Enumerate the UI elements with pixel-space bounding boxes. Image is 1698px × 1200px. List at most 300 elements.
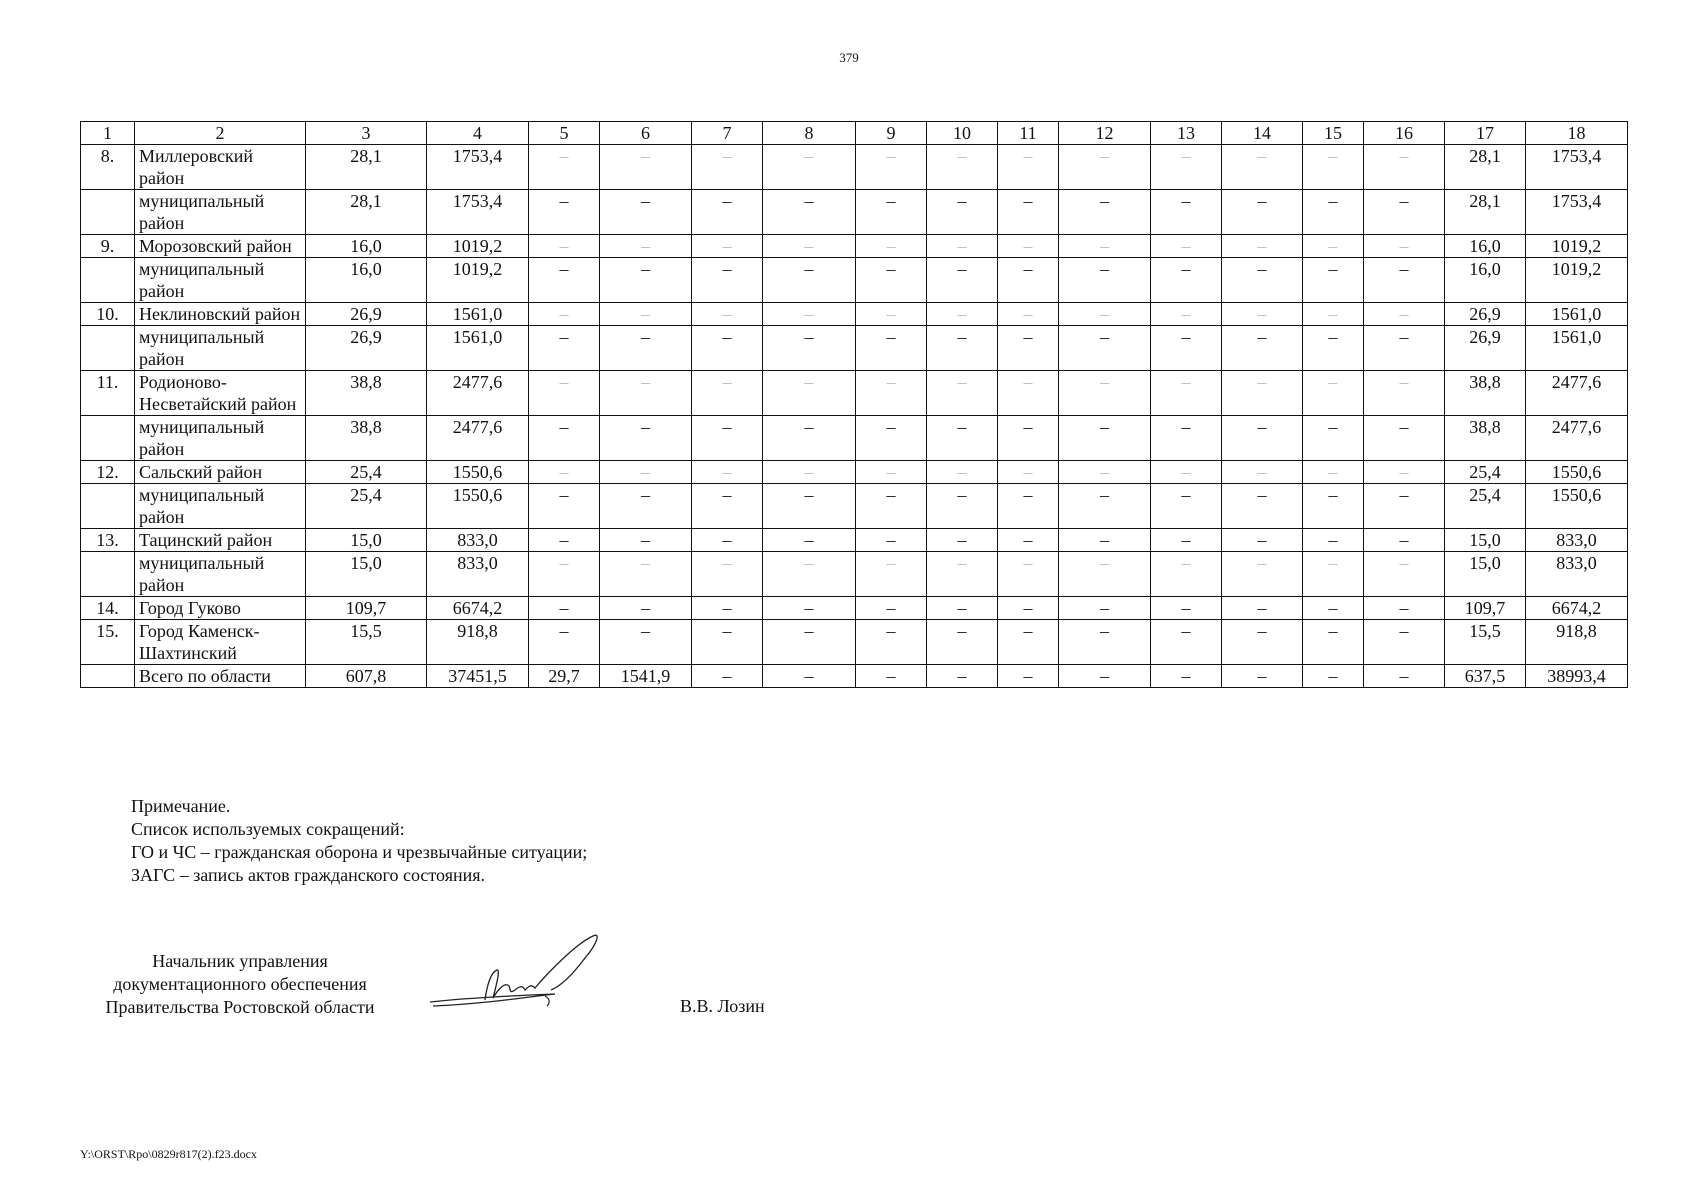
dash-cell: – [856,484,927,529]
dash-cell: – [692,326,763,371]
table-cell: 1550,6 [1526,484,1628,529]
table-cell: 15,5 [306,620,427,665]
dash-cell: – [927,620,998,665]
table-cell: 833,0 [427,552,529,597]
dash-cell: – [1222,145,1303,190]
row-number-cell: 12. [81,461,135,484]
dash-cell: – [763,190,856,235]
dash-cell: – [1222,484,1303,529]
dash-cell: – [600,552,692,597]
dash-cell: – [1303,461,1364,484]
dash-cell: – [600,461,692,484]
dash-cell: – [692,529,763,552]
table-cell: 38,8 [306,371,427,416]
dash-cell: – [1303,258,1364,303]
table-cell: 1550,6 [427,461,529,484]
signer-line: документационного обеспечения [113,974,367,994]
dash-cell: – [1222,620,1303,665]
dash-cell: – [927,552,998,597]
dash-cell: – [998,326,1059,371]
dash-cell: – [1303,665,1364,688]
table-cell: 1561,0 [1526,326,1628,371]
dash-cell: – [600,620,692,665]
dash-cell: – [1303,484,1364,529]
dash-cell: – [1222,235,1303,258]
total-row [81,665,1628,688]
row-number-cell: 9. [81,235,135,258]
dash-cell: – [692,461,763,484]
table-cell: 1019,2 [427,235,529,258]
table-cell: 833,0 [427,529,529,552]
note-line: ЗАГС – запись актов гражданского состояния. [131,865,486,885]
dash-cell: – [1151,461,1222,484]
signer-name: В.В. Лозин [680,996,765,1016]
table-cell: 15,0 [1445,529,1526,552]
row-name-cell: Миллеровский район [135,145,306,190]
row-number-cell: 13. [81,529,135,552]
row-number-cell [81,665,135,688]
table-cell: 1561,0 [427,326,529,371]
dash-cell: – [763,371,856,416]
dash-cell: – [998,303,1059,326]
dash-cell: – [1303,597,1364,620]
dash-cell: – [1059,258,1151,303]
column-header: 16 [1364,122,1445,145]
dash-cell: – [1222,371,1303,416]
dash-cell: – [1303,326,1364,371]
dash-cell: – [600,145,692,190]
row-number-cell [81,326,135,371]
signer-line: Правительства Ростовской области [105,997,375,1017]
dash-cell: – [1059,416,1151,461]
dash-cell: – [1222,258,1303,303]
dash-cell: – [856,326,927,371]
table-row [81,461,1628,484]
table-row [81,303,1628,326]
dash-cell: – [1303,529,1364,552]
column-header: 5 [529,122,600,145]
dash-cell: – [1303,371,1364,416]
row-number-cell: 10. [81,303,135,326]
table-cell: 26,9 [306,326,427,371]
dash-cell: – [692,303,763,326]
table-cell: 6674,2 [427,597,529,620]
table-cell: 28,1 [306,190,427,235]
dash-cell: – [1222,665,1303,688]
dash-cell: – [529,303,600,326]
dash-cell: – [1151,303,1222,326]
table-cell: 1019,2 [1526,258,1628,303]
dash-cell: – [600,235,692,258]
table-cell: 1753,4 [427,145,529,190]
dash-cell: – [1364,145,1445,190]
table-cell: 28,1 [1445,190,1526,235]
header-row [81,122,1628,145]
dash-cell: – [927,484,998,529]
dash-cell: – [927,145,998,190]
column-header: 13 [1151,122,1222,145]
row-number-cell: 14. [81,597,135,620]
dash-cell: – [1364,416,1445,461]
dash-cell: – [856,552,927,597]
table-cell: 1019,2 [1526,235,1628,258]
note-line: ГО и ЧС – гражданская оборона и чрезвычайные ситуации; [131,842,588,862]
dash-cell: – [927,529,998,552]
dash-cell: – [856,597,927,620]
page-number: 379 [839,50,859,65]
column-header: 10 [927,122,998,145]
dash-cell: – [1059,597,1151,620]
table-cell: 2477,6 [1526,416,1628,461]
table-row [81,190,1628,235]
dash-cell: – [1364,461,1445,484]
dash-cell: – [998,416,1059,461]
dash-cell: – [1059,665,1151,688]
column-header: 15 [1303,122,1364,145]
row-name-cell: Сальский район [135,461,306,484]
dash-cell: – [1364,326,1445,371]
table-cell: 38,8 [306,416,427,461]
table-header [81,122,1628,145]
dash-cell: – [856,620,927,665]
dash-cell: – [692,145,763,190]
dash-cell: – [600,303,692,326]
table-row [81,145,1628,190]
dash-cell: – [692,665,763,688]
dash-cell: – [529,235,600,258]
dash-cell: – [600,190,692,235]
dash-cell: – [600,529,692,552]
dash-cell: – [1364,552,1445,597]
signer-position [80,950,400,1019]
table-row [81,620,1628,665]
dash-cell: – [998,620,1059,665]
dash-cell: – [927,326,998,371]
dash-cell: – [927,303,998,326]
row-name-cell: Морозовский район [135,235,306,258]
dash-cell: – [998,190,1059,235]
row-name-cell: муниципальный район [135,258,306,303]
dash-cell: – [600,326,692,371]
dash-cell: – [1059,190,1151,235]
column-header: 18 [1526,122,1628,145]
dash-cell: – [927,258,998,303]
table-cell: 28,1 [1445,145,1526,190]
table-cell: 29,7 [529,665,600,688]
dash-cell: – [856,258,927,303]
table-cell: 2477,6 [427,371,529,416]
dash-cell: – [763,484,856,529]
dash-cell: – [1303,235,1364,258]
dash-cell: – [1151,371,1222,416]
row-name-cell: Всего по области [135,665,306,688]
table-cell: 26,9 [306,303,427,326]
table-cell: 25,4 [306,484,427,529]
dash-cell: – [1364,484,1445,529]
table-cell: 1753,4 [1526,145,1628,190]
table-cell: 1561,0 [427,303,529,326]
dash-cell: – [1059,303,1151,326]
dash-cell: – [1151,529,1222,552]
row-name-cell: Город Каменск-Шахтинский [135,620,306,665]
dash-cell: – [927,235,998,258]
column-header: 7 [692,122,763,145]
dash-cell: – [856,665,927,688]
note-line: Список используемых сокращений: [131,819,405,839]
dash-cell: – [1059,529,1151,552]
dash-cell: – [927,371,998,416]
dash-cell: – [692,258,763,303]
dash-cell: – [529,552,600,597]
table-cell: 37451,5 [427,665,529,688]
table-cell: 2477,6 [427,416,529,461]
row-number-cell: 15. [81,620,135,665]
dash-cell: – [763,416,856,461]
row-name-cell: муниципальный район [135,484,306,529]
dash-cell: – [1151,597,1222,620]
dash-cell: – [529,258,600,303]
table-row [81,484,1628,529]
table-cell: 833,0 [1526,529,1628,552]
row-number-cell [81,258,135,303]
dash-cell: – [600,597,692,620]
dash-cell: – [763,461,856,484]
dash-cell: – [856,145,927,190]
table-cell: 15,0 [1445,552,1526,597]
table-cell: 26,9 [1445,303,1526,326]
dash-cell: – [692,552,763,597]
dash-cell: – [1303,145,1364,190]
dash-cell: – [692,597,763,620]
table-cell: 607,8 [306,665,427,688]
dash-cell: – [692,484,763,529]
dash-cell: – [1364,258,1445,303]
column-header: 12 [1059,122,1151,145]
table-cell: 25,4 [1445,461,1526,484]
dash-cell: – [763,597,856,620]
row-name-cell: Родионово-Несветайский район [135,371,306,416]
table-cell: 1753,4 [1526,190,1628,235]
dash-cell: – [927,416,998,461]
dash-cell: – [692,371,763,416]
dash-cell: – [1364,371,1445,416]
column-header: 3 [306,122,427,145]
dash-cell: – [600,371,692,416]
dash-cell: – [856,303,927,326]
dash-cell: – [763,235,856,258]
table-row [81,371,1628,416]
table-row [81,258,1628,303]
column-header: 11 [998,122,1059,145]
column-header: 1 [81,122,135,145]
row-number-cell [81,484,135,529]
dash-cell: – [529,597,600,620]
dash-cell: – [692,416,763,461]
table-cell: 1550,6 [427,484,529,529]
table-cell: 25,4 [306,461,427,484]
dash-cell: – [1222,303,1303,326]
dash-cell: – [1059,371,1151,416]
dash-cell: – [1303,416,1364,461]
table-cell: 38,8 [1445,371,1526,416]
table-cell: 1561,0 [1526,303,1628,326]
dash-cell: – [856,190,927,235]
dash-cell: – [1303,303,1364,326]
row-number-cell [81,552,135,597]
column-header: 8 [763,122,856,145]
dash-cell: – [1151,416,1222,461]
column-header: 14 [1222,122,1303,145]
dash-cell: – [998,484,1059,529]
signer-line: Начальник управления [152,951,328,971]
dash-cell: – [1151,552,1222,597]
column-header: 4 [427,122,529,145]
dash-cell: – [998,371,1059,416]
table-cell: 1019,2 [427,258,529,303]
table-cell: 16,0 [306,258,427,303]
dash-cell: – [763,620,856,665]
dash-cell: – [927,597,998,620]
dash-cell: – [692,190,763,235]
table-cell: 2477,6 [1526,371,1628,416]
dash-cell: – [529,326,600,371]
dash-cell: – [1364,303,1445,326]
dash-cell: – [1222,416,1303,461]
row-number-cell [81,416,135,461]
table-cell: 25,4 [1445,484,1526,529]
dash-cell: – [1059,461,1151,484]
table-cell: 16,0 [306,235,427,258]
dash-cell: – [529,190,600,235]
note-title: Примечание. [131,796,231,816]
dash-cell: – [1059,484,1151,529]
table-row [81,529,1628,552]
dash-cell: – [1222,552,1303,597]
dash-cell: – [1059,326,1151,371]
table-cell: 15,5 [1445,620,1526,665]
dash-cell: – [998,461,1059,484]
table-row [81,326,1628,371]
table-cell: 1753,4 [427,190,529,235]
dash-cell: – [1059,552,1151,597]
table-cell: 6674,2 [1526,597,1628,620]
dash-cell: – [1222,597,1303,620]
dash-cell: – [856,529,927,552]
dash-cell: – [1059,145,1151,190]
dash-cell: – [998,552,1059,597]
dash-cell: – [763,326,856,371]
table-cell: 918,8 [1526,620,1628,665]
row-number-cell: 11. [81,371,135,416]
column-header: 17 [1445,122,1526,145]
table-cell: 15,0 [306,552,427,597]
table-cell: 28,1 [306,145,427,190]
table-row [81,416,1628,461]
table-cell: 918,8 [427,620,529,665]
dash-cell: – [1364,665,1445,688]
dash-cell: – [529,145,600,190]
dash-cell: – [1151,326,1222,371]
dash-cell: – [998,529,1059,552]
dash-cell: – [1364,190,1445,235]
dash-cell: – [1151,620,1222,665]
table-cell: 637,5 [1445,665,1526,688]
table-cell: 109,7 [1445,597,1526,620]
column-header: 2 [135,122,306,145]
dash-cell: – [1059,235,1151,258]
row-name-cell: Город Гуково [135,597,306,620]
dash-cell: – [998,235,1059,258]
row-name-cell: муниципальный район [135,552,306,597]
dash-cell: – [529,484,600,529]
data-table [80,121,1628,688]
row-name-cell: муниципальный район [135,326,306,371]
table-cell: 833,0 [1526,552,1628,597]
dash-cell: – [763,258,856,303]
dash-cell: – [1059,620,1151,665]
table-cell: 1541,9 [600,665,692,688]
dash-cell: – [856,416,927,461]
row-number-cell: 8. [81,145,135,190]
dash-cell: – [856,235,927,258]
dash-cell: – [1222,190,1303,235]
dash-cell: – [856,371,927,416]
signature-icon [425,930,625,1020]
dash-cell: – [1151,145,1222,190]
dash-cell: – [998,145,1059,190]
row-name-cell: Неклиновский район [135,303,306,326]
row-name-cell: Тацинский район [135,529,306,552]
dash-cell: – [856,461,927,484]
dash-cell: – [1303,552,1364,597]
column-header: 9 [856,122,927,145]
table-cell: 38993,4 [1526,665,1628,688]
note [131,795,587,887]
table-cell: 15,0 [306,529,427,552]
dash-cell: – [927,461,998,484]
dash-cell: – [927,190,998,235]
dash-cell: – [1364,597,1445,620]
dash-cell: – [1222,326,1303,371]
dash-cell: – [998,597,1059,620]
dash-cell: – [529,416,600,461]
dash-cell: – [1364,529,1445,552]
row-name-cell: муниципальный район [135,190,306,235]
dash-cell: – [1364,235,1445,258]
file-path: Y:\ORST\Rpo\0829r817(2).f23.docx [80,1147,257,1161]
table-cell: 16,0 [1445,258,1526,303]
table-row [81,235,1628,258]
dash-cell: – [763,303,856,326]
row-name-cell: муниципальный район [135,416,306,461]
table-cell: 26,9 [1445,326,1526,371]
dash-cell: – [1303,190,1364,235]
dash-cell: – [1151,235,1222,258]
dash-cell: – [763,552,856,597]
table-row [81,552,1628,597]
dash-cell: – [1364,620,1445,665]
dash-cell: – [998,665,1059,688]
dash-cell: – [529,620,600,665]
table-cell: 38,8 [1445,416,1526,461]
dash-cell: – [1151,258,1222,303]
dash-cell: – [600,258,692,303]
table-cell: 109,7 [306,597,427,620]
dash-cell: – [1151,665,1222,688]
dash-cell: – [763,665,856,688]
dash-cell: – [692,235,763,258]
dash-cell: – [998,258,1059,303]
